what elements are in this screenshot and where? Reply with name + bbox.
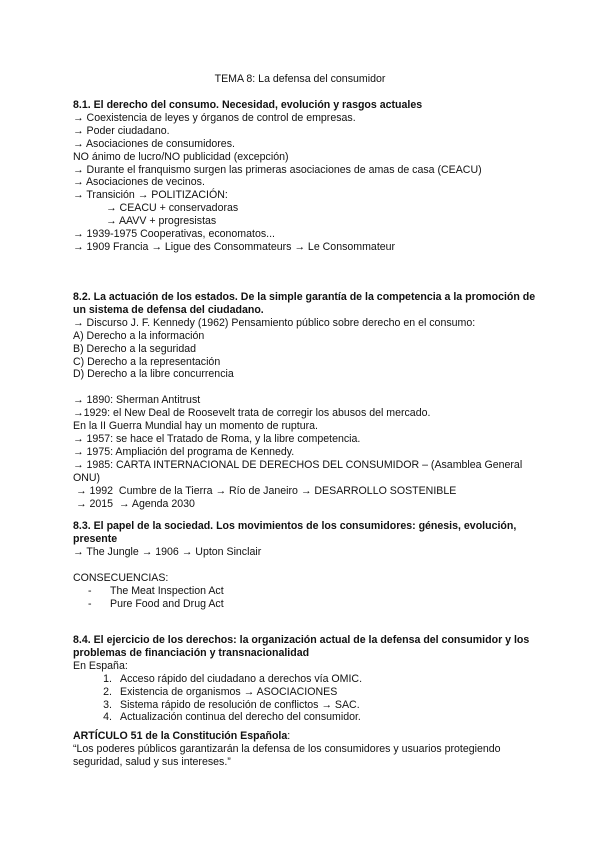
article-line	[73, 730, 543, 743]
section-heading: 8.4. El ejercicio de los derechos: la organización actual de la defensa del consumidor y los problemas de financiación y transnacionalidad	[73, 634, 530, 659]
timeline-line: → 1992 Cumbre de la Tierra → Río de Janeiro → DESARROLLO SOSTENIBLE	[73, 484, 457, 497]
list-item: - The Meat Inspection Act	[88, 584, 224, 597]
section-heading: 8.2. La actuación de los estados. De la simple garantía de la competencia a la promoción de un sistema de defensa del ciudadano.	[73, 291, 536, 316]
section-heading: 8.1. El derecho del consumo. Necesidad, evolución y rasgos actuales	[73, 99, 423, 111]
text-line: → Durante el franquismo surgen las primeras asociaciones de amas de casa (CEACU)	[73, 163, 482, 176]
text-line: NO ánimo de lucro/NO publicidad (excepción)	[73, 150, 289, 163]
sub-line: → AAVV + progresistas	[106, 215, 217, 228]
section-8-2	[73, 291, 543, 511]
item-text: Sistema rápido de resolución de conflictos → SAC.	[120, 698, 360, 711]
timeline-line: →1929: el New Deal de Roosevelt trata de corregir los abusos del mercado.	[73, 407, 431, 420]
section-8-1	[73, 99, 543, 254]
timeline-line: → 1985: CARTA INTERNACIONAL DE DERECHOS DEL CONSUMIDOR – (Asamblea General ONU)	[73, 458, 523, 484]
list-item-text: Pure Food and Drug Act	[110, 597, 224, 610]
timeline-line: → 1890: Sherman Antitrust	[73, 394, 201, 407]
timeline-line: → 2015 → Agenda 2030	[73, 497, 195, 510]
text-line: En España:	[73, 659, 128, 672]
timeline-line: En la II Guerra Mundial hay un momento de ruptura.	[73, 420, 318, 433]
article-label: ARTÍCULO 51 de la Constitución Española	[73, 730, 288, 743]
numbered-item	[73, 699, 543, 712]
item-text: Existencia de organismos → ASOCIACIONES	[120, 685, 338, 698]
consequences-label: CONSECUENCIAS:	[73, 571, 169, 584]
text-line: → Asociaciones de vecinos.	[73, 176, 205, 189]
item-text: Acceso rápido del ciudadano a derechos vía OMIC.	[120, 672, 363, 685]
item-number: 2.	[103, 685, 112, 698]
text-line: → 1909 Francia → Ligue des Consommateurs → Le Consommateur	[73, 240, 396, 253]
section-8-3	[73, 520, 543, 610]
right-item: A) Derecho a la información	[73, 329, 205, 342]
text-line: → Transición → POLITIZACIÓN:	[73, 189, 228, 202]
text-line: → Poder ciudadano.	[73, 124, 170, 137]
text-line: → Coexistencia de leyes y órganos de control de empresas.	[73, 111, 356, 124]
section-heading: 8.3. El papel de la sociedad. Los movimientos de los consumidores: génesis, evolución, presente	[73, 520, 517, 545]
list-item-text: The Meat Inspection Act	[110, 584, 224, 597]
right-item: C) Derecho a la representación	[73, 355, 221, 368]
text-line: → The Jungle → 1906 → Upton Sinclair	[73, 545, 262, 558]
page-title: TEMA 8: La defensa del consumidor	[214, 73, 386, 85]
text-line: → Discurso J. F. Kennedy (1962) Pensamiento público sobre derecho en el consumo:	[73, 316, 476, 329]
item-text: Actualización continua del derecho del consumidor.	[120, 711, 361, 724]
list-item: - Pure Food and Drug Act	[88, 597, 224, 610]
timeline-line: → 1957: se hace el Tratado de Roma, y la libre competencia.	[73, 433, 361, 446]
numbered-item	[73, 711, 543, 724]
article-quote: “Los poderes públicos garantizarán la defensa de los consumidores y usuarios protegiendo seguridad, salud y sus intereses.”	[73, 743, 501, 769]
item-number: 1.	[103, 672, 112, 685]
timeline-line: → 1975: Ampliación del programa de Kennedy.	[73, 445, 295, 458]
sub-line: → CEACU + conservadoras	[106, 202, 239, 215]
item-number: 3.	[103, 698, 112, 711]
item-number: 4.	[103, 711, 112, 724]
section-8-4	[73, 634, 543, 769]
article-colon: :	[287, 730, 291, 743]
text-line: → 1939-1975 Cooperativas, economatos...	[73, 228, 275, 241]
text-line: → Asociaciones de consumidores.	[73, 137, 235, 150]
numbered-item	[73, 686, 543, 699]
numbered-item	[73, 673, 543, 686]
right-item: B) Derecho a la seguridad	[73, 342, 197, 355]
right-item: D) Derecho a la libre concurrencia	[73, 368, 234, 381]
